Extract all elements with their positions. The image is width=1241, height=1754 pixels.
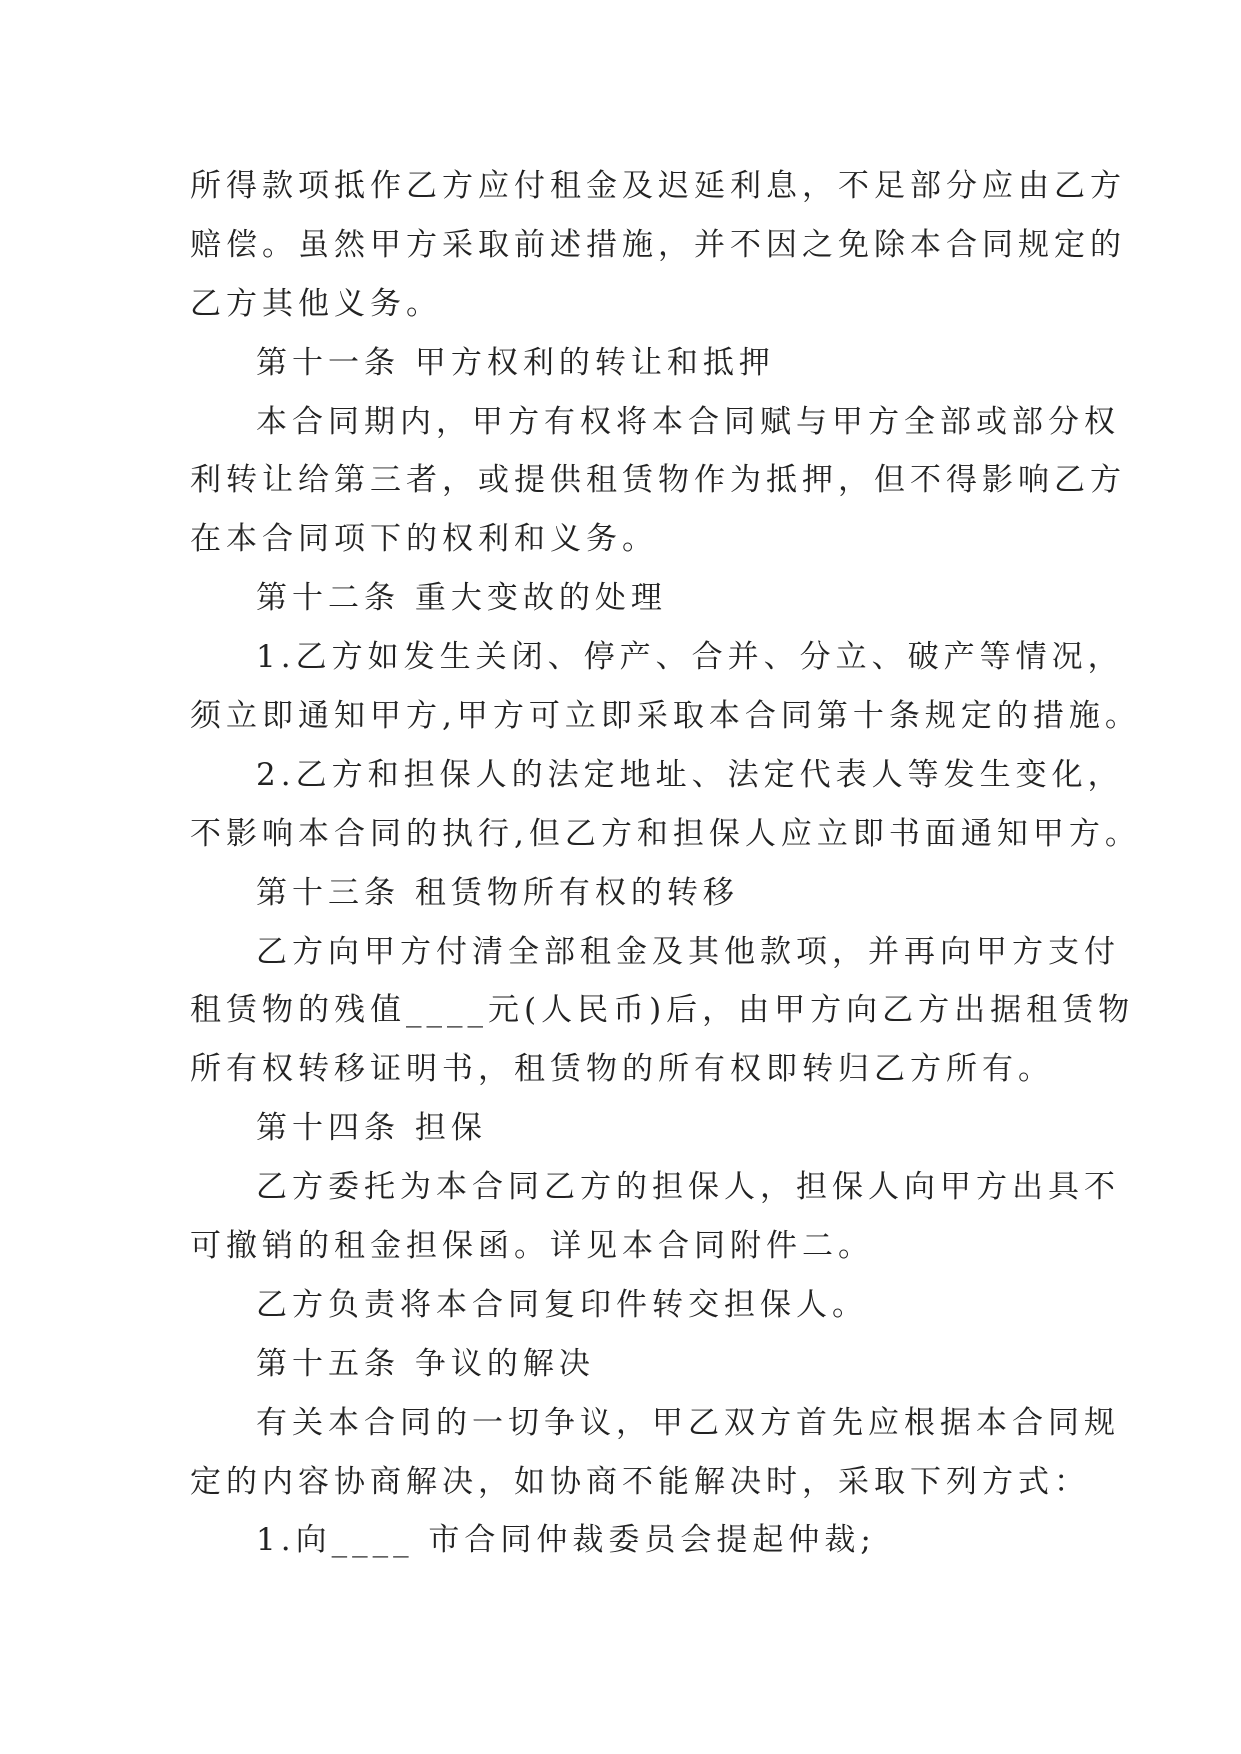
text-line: 第十四条 担保 — [256, 1110, 487, 1147]
text-line: 乙方负责将本合同复印件转交担保人。 — [256, 1286, 868, 1323]
text-line: 租赁物的残值____元(人民币)后，由甲方向乙方出据租赁物 — [190, 992, 1135, 1029]
contract-text-body — [190, 157, 1141, 1570]
text-line: 赔偿。虽然甲方采取前述措施，并不因之免除本合同规定的 — [190, 226, 1126, 263]
text-line: 定的内容协商解决，如协商不能解决时，采取下列方式： — [190, 1463, 1090, 1500]
text-line: 1.向____ 市合同仲裁委员会提起仲裁; — [256, 1522, 876, 1559]
text-line: 可撤销的租金担保函。详见本合同附件二。 — [190, 1228, 874, 1265]
text-line: 第十五条 争议的解决 — [256, 1345, 595, 1382]
text-line: 所有权转移证明书，租赁物的所有权即转归乙方所有。 — [190, 1051, 1054, 1088]
text-line: 第十一条 甲方权利的转让和抵押 — [256, 344, 775, 381]
text-line: 2.乙方和担保人的法定地址、法定代表人等发生变化， — [256, 756, 1124, 793]
text-line: 第十二条 重大变故的处理 — [256, 580, 667, 617]
text-line: 乙方委托为本合同乙方的担保人，担保人向甲方出具不 — [256, 1169, 1120, 1206]
text-line: 乙方其他义务。 — [190, 285, 442, 322]
text-line: 须立即通知甲方,甲方可立即采取本合同第十条规定的措施。 — [190, 698, 1141, 735]
text-line: 乙方向甲方付清全部租金及其他款项，并再向甲方支付 — [256, 933, 1120, 970]
text-line: 利转让给第三者，或提供租赁物作为抵押，但不得影响乙方 — [190, 462, 1126, 499]
text-line: 第十三条 租赁物所有权的转移 — [256, 874, 739, 911]
text-line: 本合同期内，甲方有权将本合同赋与甲方全部或部分权 — [256, 403, 1120, 440]
text-line: 不影响本合同的执行,但乙方和担保人应立即书面通知甲方。 — [190, 815, 1141, 852]
text-line: 有关本合同的一切争议，甲乙双方首先应根据本合同规 — [256, 1404, 1120, 1441]
text-line: 所得款项抵作乙方应付租金及迟延利息，不足部分应由乙方 — [190, 168, 1126, 204]
text-line: 在本合同项下的权利和义务。 — [190, 521, 658, 558]
text-line: 1.乙方如发生关闭、停产、合并、分立、破产等情况， — [256, 639, 1124, 676]
